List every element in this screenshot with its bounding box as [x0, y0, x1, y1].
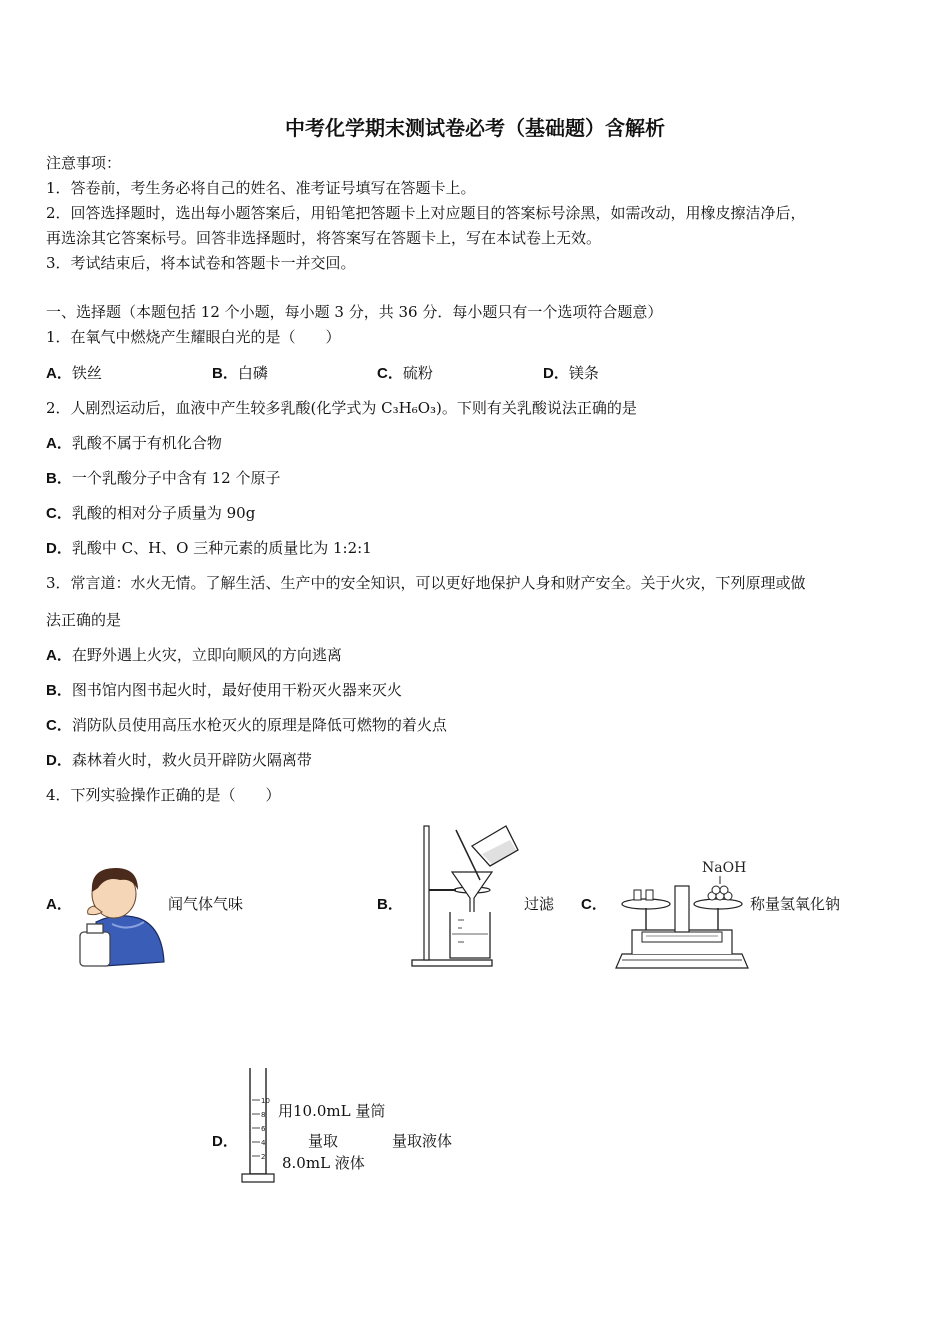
notice-item: 2．回答选择题时，选出每小题答案后，用铅笔把答题卡上对应题目的答案标号涂黑，如需改动，用橡皮擦洁净后，	[46, 204, 806, 222]
cylinder-label-line2: 量取	[308, 1132, 339, 1150]
filtration-apparatus	[410, 822, 522, 970]
option-a-letter: A．	[46, 896, 72, 913]
option-d: D．乳酸中 C、H、O 三种元素的质量比为 1:2:1	[46, 539, 372, 557]
notice-item: 再选涂其它答案标号。回答非选择题时，将答案写在答题卡上，写在本试卷上无效。	[46, 229, 602, 247]
option-b: B．图书馆内图书起火时，最好使用干粉灭火器来灭火	[46, 681, 402, 699]
smell-gas-illustration	[76, 862, 168, 970]
scale-mark: 6	[261, 1125, 266, 1133]
question-stem: 1．在氧气中燃烧产生耀眼白光的是（ ）	[46, 328, 341, 346]
scale-mark: 2	[261, 1153, 266, 1161]
question-stem: 法正确的是	[46, 611, 122, 629]
option-a-text: 闻气体气味	[168, 895, 244, 913]
scale-mark: 10	[261, 1097, 270, 1105]
section-heading: 一、选择题（本题包括 12 个小题，每小题 3 分，共 36 分．每小题只有一个选项符合题意）	[46, 303, 663, 321]
option-c-letter: C．	[581, 896, 607, 913]
option-c: C．消防队员使用高压水枪灭火的原理是降低可燃物的着火点	[46, 716, 447, 734]
option-a: A．在野外遇上火灾，立即向顺风的方向逃离	[46, 646, 342, 664]
option-b-text: 过滤	[524, 895, 555, 913]
notice-heading: 注意事项：	[46, 154, 122, 172]
option-d-letter: D．	[212, 1133, 238, 1150]
option-d: D．镁条	[543, 364, 599, 382]
option-a: A．铁丝	[46, 364, 102, 382]
notice-item: 3．考试结束后，将本试卷和答题卡一并交回。	[46, 254, 356, 272]
option-b-letter: B．	[377, 896, 403, 913]
question-stem: 2．人剧烈运动后，血液中产生较多乳酸(化学式为 C₃H₆O₃)。下则有关乳酸说法正确的是	[46, 399, 637, 417]
option-a: A．乳酸不属于有机化合物	[46, 434, 222, 452]
option-c: C．硫粉	[377, 364, 433, 382]
notice-item: 1．答卷前，考生务必将自己的姓名、准考证号填写在答题卡上。	[46, 179, 476, 197]
measuring-cylinder	[238, 1064, 278, 1188]
scale-mark: 4	[261, 1139, 266, 1147]
option-d-text: 量取液体	[392, 1132, 453, 1150]
balance-illustration	[612, 850, 752, 974]
option-b: B．白磷	[212, 364, 268, 382]
scale-mark: 8	[261, 1111, 266, 1119]
cylinder-label-line3: 8.0mL 液体	[282, 1154, 365, 1172]
naoh-label: NaOH	[702, 860, 747, 876]
cylinder-label-line1: 用10.0mL 量筒	[278, 1102, 386, 1120]
option-d: D．森林着火时，救火员开辟防火隔离带	[46, 751, 312, 769]
question-stem: 3．常言道：水火无情。了解生活、生产中的安全知识，可以更好地保护人身和财产安全。关于火灾，下列原理或做	[46, 574, 806, 592]
option-b: B．一个乳酸分子中含有 12 个原子	[46, 469, 281, 487]
option-c: C．乳酸的相对分子质量为 90g	[46, 504, 256, 522]
question-stem: 4．下列实验操作正确的是（ ）	[46, 786, 281, 804]
option-c-text: 称量氢氧化钠	[750, 895, 841, 913]
page-title: 中考化学期末测试卷必考（基础题）含解析	[285, 116, 665, 140]
